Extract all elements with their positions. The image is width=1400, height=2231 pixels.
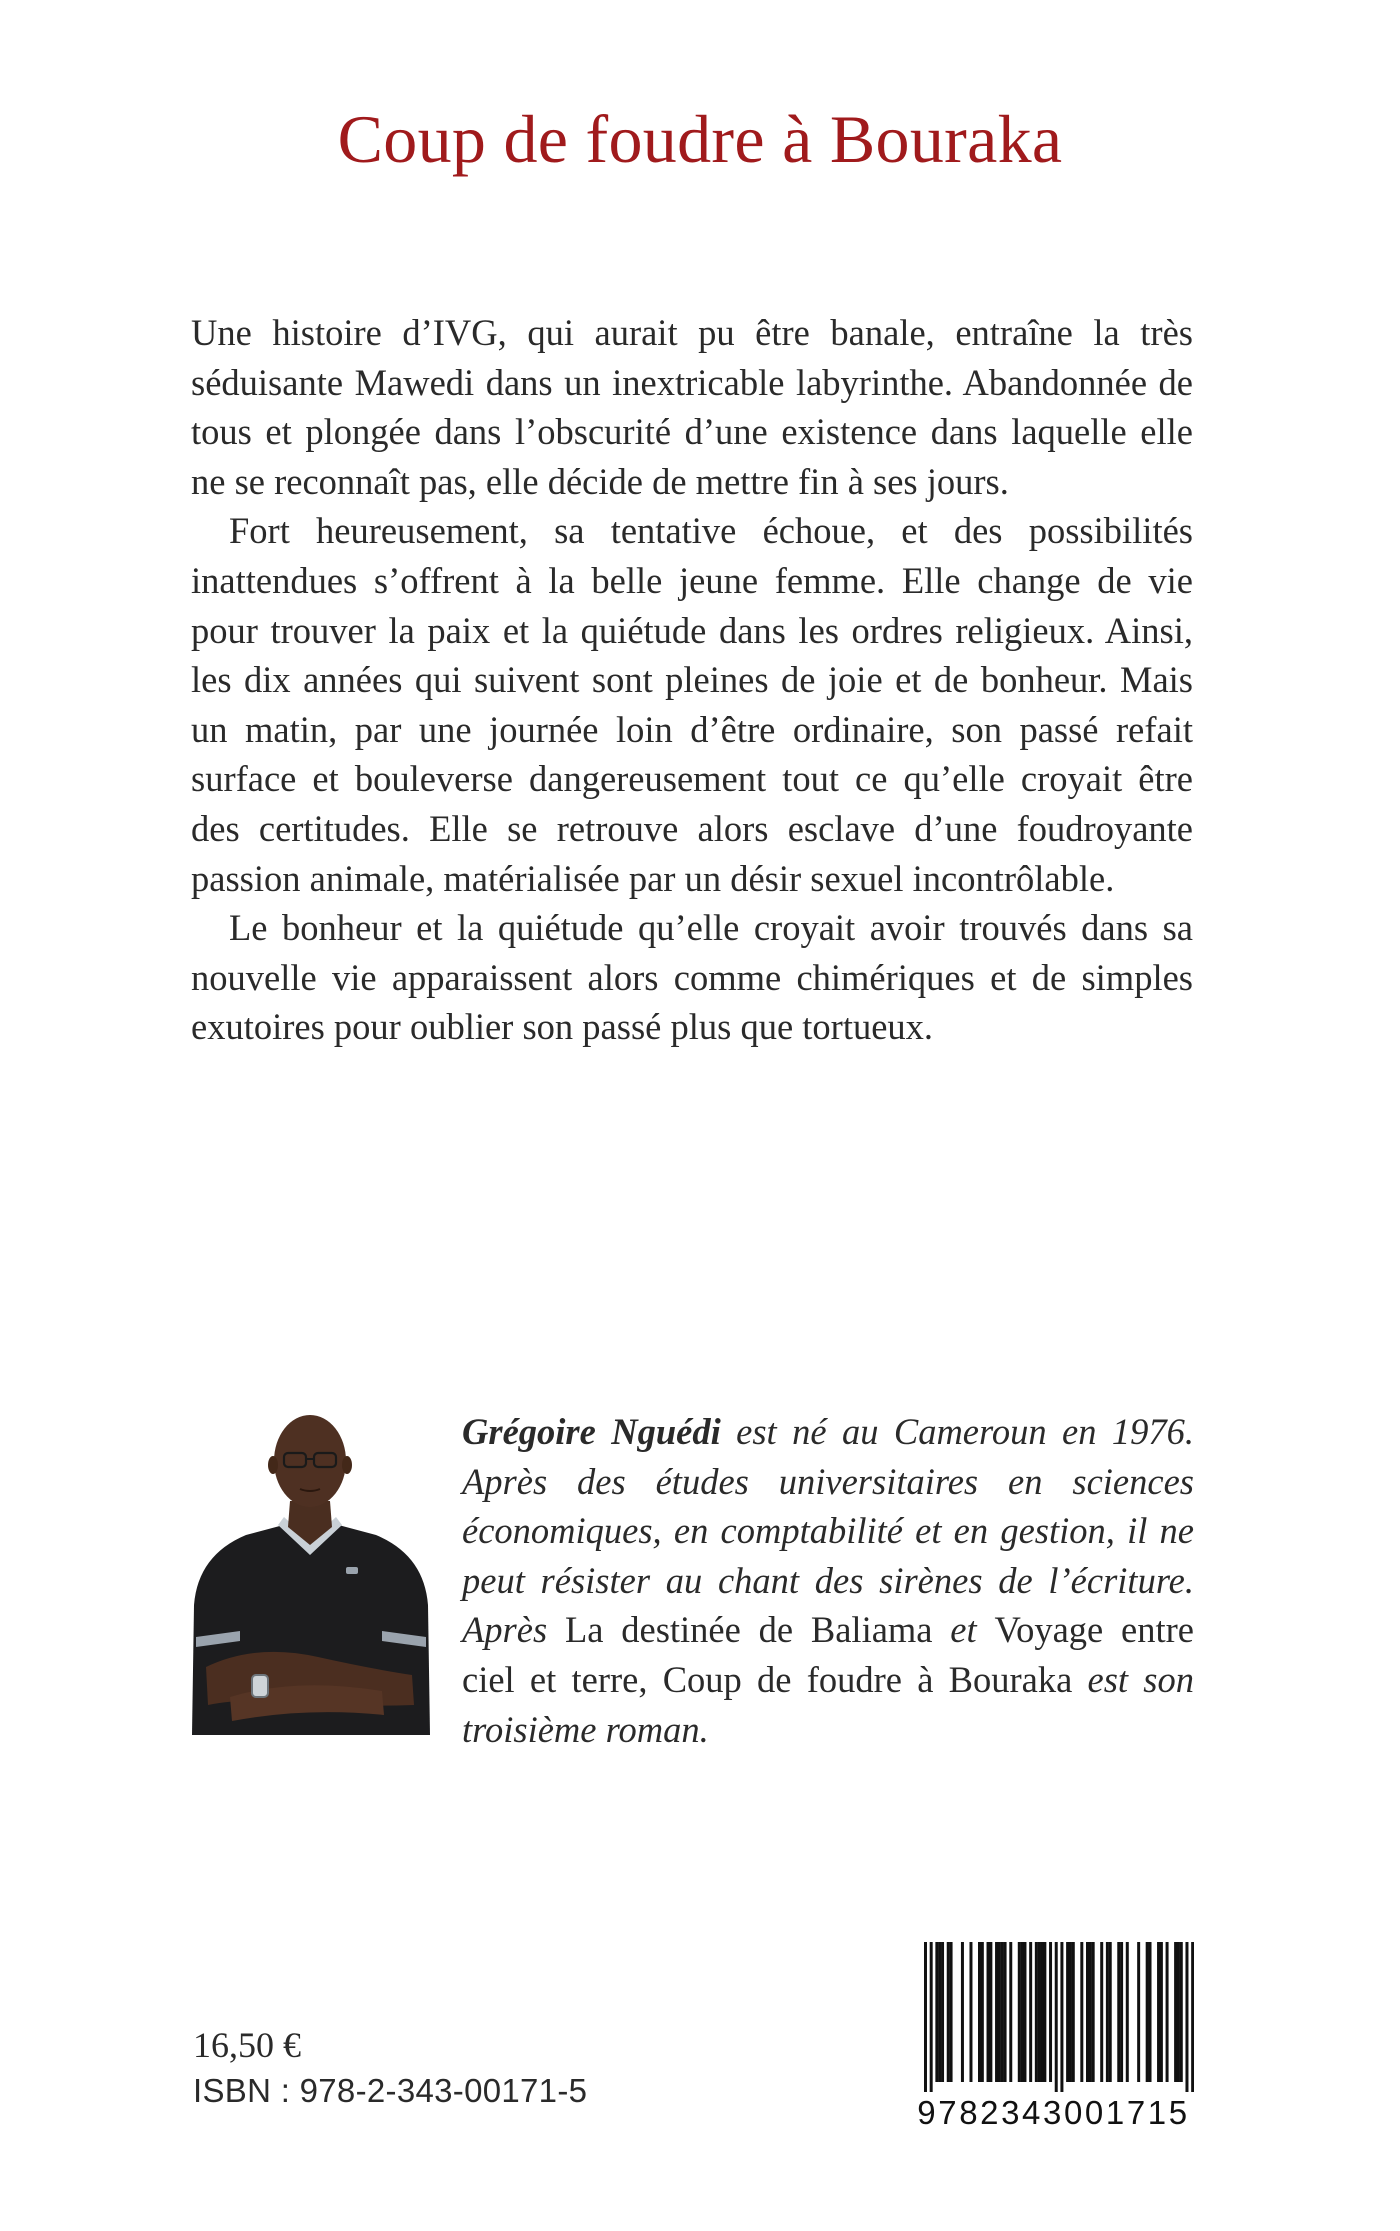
- barcode-bar: [1072, 1942, 1075, 2082]
- barcode-bar: [1177, 1942, 1180, 2082]
- barcode-bar: [1166, 1942, 1169, 2082]
- barcode-bar: [1060, 1942, 1063, 2092]
- barcode-bar: [961, 1942, 964, 2082]
- author-bio-connector: et: [932, 1609, 995, 1651]
- synopsis-paragraph: Une histoire d’IVG, qui aurait pu être banale, entraîne la très séduisante Mawedi dans un inextricable labyrinthe. Abandonnée de tous et plongée dans l’obscurité d’une existence dans laquelle elle ne se reconnaît pas, elle décide de mettre fin à ses jours.: [191, 312, 1193, 502]
- synopsis-paragraph: Fort heureusement, sa tentative échoue, et des possibilités inattendues s’offrent à la belle jeune femme. Elle change de vie pour trouver la paix et la quiétude dans les ordres religieux. Ainsi, les dix années qui suivent sont pleines de joie et de bonheur. Mais un matin, par une journée loin d’être ordinaire, son passé refait surface et bouleverse dangereusement tout ce qu’elle croyait être des certitudes. Elle se retrouve alors esclave d’une foudroyante passion animale, matérialisée par un désir sexuel incontrôlable.: [191, 510, 1193, 899]
- barcode-bar: [1160, 1942, 1163, 2082]
- barcode-bar: [1018, 1942, 1021, 2082]
- barcode-bar: [950, 1942, 953, 2082]
- barcode-bar: [1089, 1942, 1092, 2082]
- book-title: Coup de foudre à Bouraka: [337, 101, 1063, 177]
- barcode-bar: [935, 1942, 938, 2082]
- barcode-bar: [1092, 1942, 1095, 2082]
- barcode-bar: [1038, 1942, 1041, 2082]
- barcode-bar: [938, 1942, 941, 2082]
- barcode-bar: [1023, 1942, 1026, 2082]
- barcode-bar: [1137, 1942, 1140, 2082]
- barcode-bar: [998, 1942, 1001, 2082]
- author-bio-text: est né au Cameroun en 1976. Après des études universitaires en sciences économiques, en comptabilité et en gestion, il ne peut résister au chant des sirènes de l’écriture. Après: [462, 1411, 1194, 1651]
- barcode-bar: [930, 1942, 933, 2092]
- barcode-bar: [995, 1942, 998, 2082]
- barcode-bar: [1120, 1942, 1123, 2082]
- barcode-bar: [1055, 1942, 1058, 2092]
- barcode-bar: [1069, 1942, 1072, 2082]
- author-bio-ending: est son troisième roman.: [462, 1658, 1194, 1750]
- author-bio: [462, 1407, 1194, 1754]
- barcode-bar: [1146, 1942, 1149, 2082]
- barcode-bar: [987, 1942, 990, 2082]
- book-title-2: Voyage entre ciel et terre: [462, 1609, 1194, 1700]
- book-title-3: Coup de foudre à Bouraka: [662, 1658, 1073, 1700]
- author-photo: [186, 1405, 434, 1735]
- author-name: Grégoire Nguédi: [462, 1411, 721, 1452]
- barcode-digits: 9782343001715: [917, 2094, 1190, 2131]
- synopsis: [191, 308, 1193, 1052]
- barcode-bar: [989, 1942, 992, 2082]
- barcode-bar: [1157, 1942, 1160, 2082]
- barcode: [910, 1942, 1197, 2142]
- barcode-bar: [1185, 1942, 1188, 2092]
- barcode-bar: [924, 1942, 927, 2092]
- barcode-bar: [1191, 1942, 1194, 2092]
- barcode-bar: [1126, 1942, 1129, 2082]
- barcode-bar: [1043, 1942, 1046, 2082]
- barcode-bar: [1066, 1942, 1069, 2082]
- barcode-bar: [1149, 1942, 1152, 2082]
- synopsis-paragraph: Le bonheur et la quiétude qu’elle croyait avoir trouvés dans sa nouvelle vie apparaissent alors comme chimériques et de simples exutoires pour oublier son passé plus que tortueux.: [191, 907, 1193, 1048]
- barcode-bar: [1117, 1942, 1120, 2082]
- barcode-bar: [1109, 1942, 1112, 2082]
- barcode-bar: [1180, 1942, 1183, 2082]
- barcode-bar: [1004, 1942, 1007, 2082]
- barcode-bar: [1021, 1942, 1024, 2082]
- isbn: ISBN : 978-2-343-00171-5: [193, 2072, 588, 2109]
- barcode-bar: [1009, 1942, 1012, 2082]
- book-title-1: La destinée de Baliama: [564, 1609, 933, 1651]
- barcode-bar: [1100, 1942, 1103, 2082]
- barcode-bar: [1174, 1942, 1177, 2082]
- barcode-bar: [947, 1942, 950, 2082]
- barcode-bar: [1041, 1942, 1044, 2082]
- barcode-bar: [1080, 1942, 1083, 2082]
- barcode-bar: [1106, 1942, 1109, 2082]
- barcode-bar: [969, 1942, 972, 2082]
- price: 16,50 €: [193, 2025, 301, 2065]
- barcode-bar: [1035, 1942, 1038, 2082]
- barcode-bars: [924, 1942, 1194, 2092]
- barcode-bar: [1001, 1942, 1004, 2082]
- barcode-bar: [1049, 1942, 1052, 2082]
- barcode-bar: [1086, 1942, 1089, 2082]
- barcode-bar: [941, 1942, 944, 2082]
- barcode-bar: [981, 1942, 984, 2082]
- barcode-bar: [978, 1942, 981, 2082]
- barcode-bar: [1029, 1942, 1032, 2082]
- author-bio-comma: ,: [638, 1658, 663, 1700]
